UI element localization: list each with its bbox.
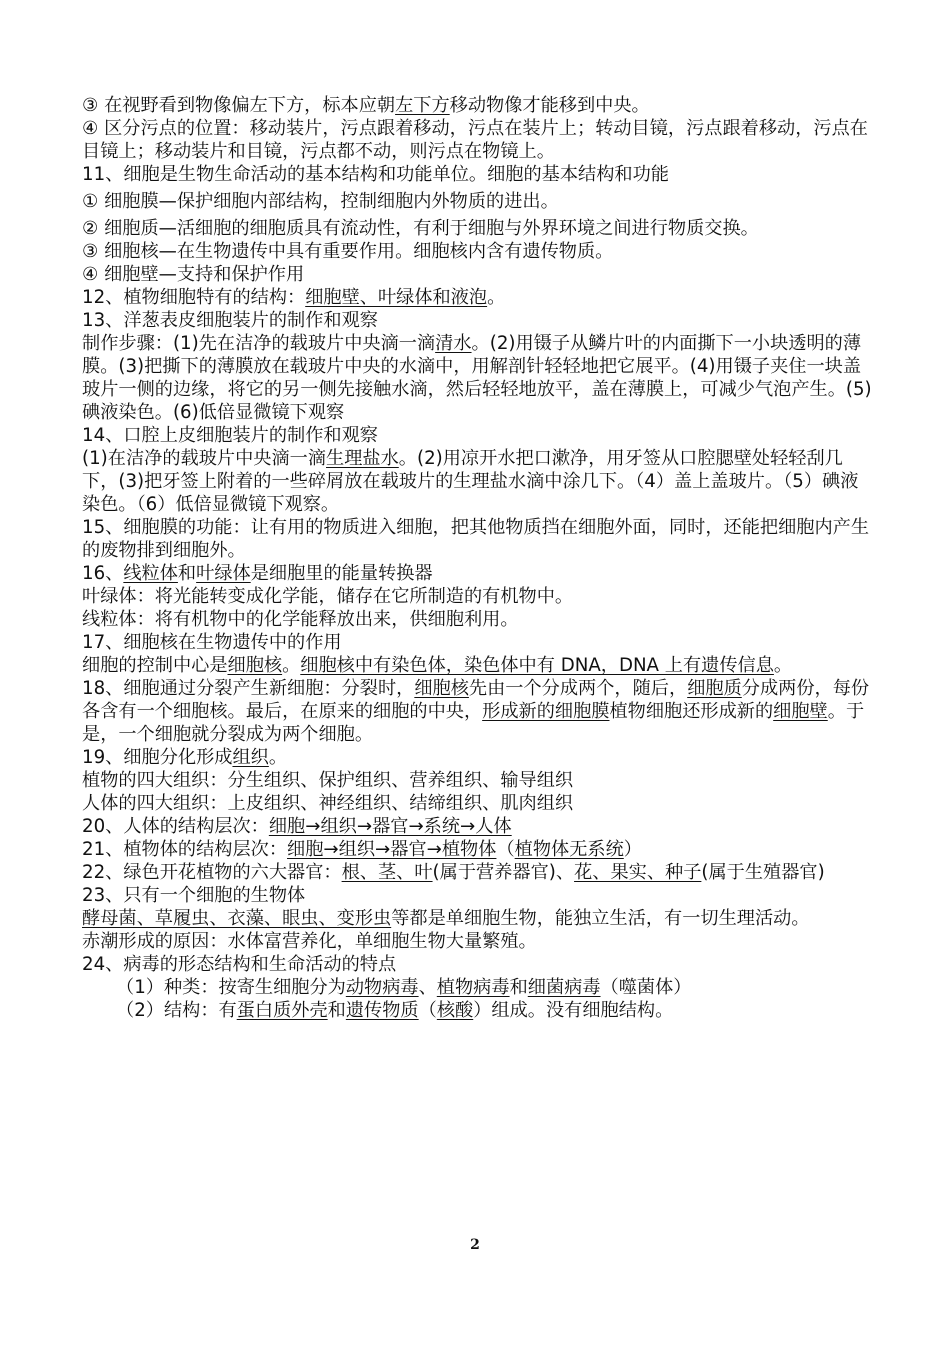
underlined-text: 细胞核 (227, 655, 283, 676)
paragraph (82, 631, 872, 654)
underlined-text: 细胞→组织→器官→系统→人体 (268, 816, 512, 837)
paragraph (82, 930, 872, 953)
paragraph (82, 94, 872, 117)
underlined-text: 细胞核 (414, 678, 469, 699)
text-run: 15、细胞膜的功能：让有用的物质进入细胞，把其他物质挡在细胞外面，同时，还能把细胞内产生的废物排到细胞外。 (82, 517, 870, 561)
paragraph (82, 677, 872, 746)
text-run: 14、口腔上皮细胞装片的制作和观察 (82, 425, 378, 446)
paragraph (82, 424, 872, 447)
text-run: （2）结构：有 (116, 1000, 237, 1021)
paragraph (82, 447, 872, 516)
text-run: 11、细胞是生物生命活动的基本结构和功能单位。细胞的基本结构和功能 (82, 164, 669, 185)
text-run: 12、植物细胞特有的结构： (82, 287, 306, 308)
underlined-text: 左下方 (395, 95, 450, 116)
paragraph (82, 163, 872, 186)
paragraph (82, 332, 872, 424)
text-run: 和 (177, 563, 197, 584)
text-run: 21、植物体的结构层次： (82, 839, 288, 860)
paragraph (82, 562, 872, 585)
text-run: 植物的四大组织：分生组织、保护组织、营养组织、输导组织 (82, 770, 574, 791)
text-run: (属于营养器官)、 (432, 862, 575, 883)
paragraph (82, 516, 872, 562)
text-run: 。(2)用镊子从鳞片叶的内面撕下一小块透明的薄膜。(3)把撕下的薄膜放在载玻片中央的水滴中，用解剖针轻轻地把它展平。(4)用镊子夹住一块盖玻片一侧的边缘，将它的另一侧先接触水滴，然后轻轻地放平，盖在薄膜上，可减少气泡产生。(5)碘液染色。(6)低倍显微镜下观察 (82, 333, 872, 423)
text-run: 。于是，一个细胞就分裂成为两个细胞。 (82, 701, 865, 745)
paragraph (82, 792, 872, 815)
text-run: 。 (282, 655, 301, 676)
text-run: 。 (487, 287, 506, 308)
paragraph (82, 907, 872, 930)
text-run: 和 (509, 977, 528, 998)
paragraph (82, 746, 872, 769)
text-run: 是细胞里的能量转换器 (250, 563, 433, 584)
text-run: 13、洋葱表皮细胞装片的制作和观察 (82, 310, 378, 331)
text-run: 先由一个分成两个，随后， (468, 678, 688, 699)
text-run: (1)在洁净的载玻片中央滴一滴 (82, 448, 327, 469)
underlined-text: 细菌病毒 (527, 977, 601, 998)
text-run: （ (418, 1000, 437, 1021)
paragraph (82, 263, 872, 286)
underlined-text: 核酸 (436, 1000, 474, 1021)
text-run: ③ 细胞核—在生物遗传中具有重要作用。细胞核内含有遗传物质。 (82, 241, 614, 262)
text-run: ① 细胞膜—保护细胞内部结构，控制细胞内外物质的进出。 (82, 191, 559, 212)
paragraph (82, 608, 872, 631)
paragraph (82, 769, 872, 792)
paragraph (82, 286, 872, 309)
paragraph (82, 117, 872, 163)
text-run: 、 (418, 977, 437, 998)
text-run: 20、人体的结构层次： (82, 816, 269, 837)
paragraph (82, 884, 872, 907)
underlined-text: 细胞质 (687, 678, 742, 699)
text-run: （噬菌体） (600, 977, 692, 998)
text-run: 线粒体：将有机物中的化学能释放出来，供细胞利用。 (82, 609, 519, 630)
underlined-text: 细胞壁、叶绿体和液泡 (305, 287, 488, 308)
text-run: 和 (327, 1000, 346, 1021)
text-run: ） (623, 839, 642, 860)
text-run: 17、细胞核在生物遗传中的作用 (82, 632, 342, 653)
paragraph (82, 953, 872, 976)
text-run: 人体的四大组织：上皮组织、神经组织、结缔组织、肌肉组织 (82, 793, 574, 814)
underlined-text: 线粒体 (123, 563, 178, 584)
text-run: 赤潮形成的原因：水体富营养化，单细胞生物大量繁殖。 (82, 931, 537, 952)
text-run: ② 细胞质—活细胞的细胞质具有流动性，有利于细胞与外界环境之间进行物质交换。 (82, 218, 759, 239)
underlined-text: 组织 (232, 747, 269, 768)
paragraph (82, 815, 872, 838)
text-run: ）组成。没有细胞结构。 (473, 1000, 674, 1021)
paragraph (82, 654, 872, 677)
underlined-text: 蛋白质外壳 (236, 1000, 328, 1021)
underlined-text: 形成新的细胞膜 (482, 701, 610, 722)
paragraph (82, 217, 872, 240)
text-run: 移动物像才能移到中央。 (449, 95, 650, 116)
text-run: 细胞的控制中心是 (82, 655, 228, 676)
paragraph (82, 838, 872, 861)
text-run: ③ 在视野看到物像偏左下方，标本应朝 (82, 95, 396, 116)
paragraph (82, 190, 872, 213)
text-run: ④ 细胞壁—支持和保护作用 (82, 264, 305, 285)
paragraph (82, 240, 872, 263)
underlined-text: 细胞→组织→器官→植物体 (287, 839, 497, 860)
text-run: （1）种类：按寄生细胞分为 (116, 977, 346, 998)
text-run: 23、只有一个细胞的生物体 (82, 885, 306, 906)
document-body (82, 94, 872, 1022)
text-run: 。 (773, 655, 793, 676)
text-run: 18、细胞通过分裂产生新细胞：分裂时， (82, 678, 415, 699)
text-run: 等都是单细胞生物，能独立生活，有一切生理活动。 (391, 908, 810, 929)
text-run: 22、绿色开花植物的六大器官： (82, 862, 342, 883)
text-run: 分成两份，每份各含有一个细胞核。最后，在原来的细胞的中央， (82, 678, 870, 722)
text-run: 。 (268, 747, 288, 768)
underlined-text: 细胞核中有染色体，染色体中有 DNA，DNA 上有遗传信息 (300, 655, 774, 676)
underlined-text: 生理盐水 (326, 448, 399, 469)
page-number: 2 (470, 1237, 480, 1253)
underlined-text: 遗传物质 (345, 1000, 419, 1021)
underlined-text: 细胞壁 (773, 701, 828, 722)
paragraph (82, 976, 872, 999)
paragraph (82, 861, 872, 884)
underlined-text: 根、茎、叶 (341, 862, 433, 883)
underlined-text: 花、果实、种子 (574, 862, 702, 883)
underlined-text: 植物病毒 (436, 977, 510, 998)
underlined-text: 植物体无系统 (514, 839, 624, 860)
underlined-text: 酵母菌、草履虫、衣藻、眼虫、变形虫 (82, 908, 392, 929)
text-run: (属于生殖器官) (701, 862, 825, 883)
paragraph (82, 999, 872, 1022)
text-run: ④ 区分污点的位置：移动装片，污点跟着移动，污点在装片上；转动目镜，污点跟着移动，污点在目镜上；移动装片和目镜，污点都不动，则污点在物镜上。 (82, 118, 868, 162)
text-run: 16、 (82, 563, 124, 584)
paragraph (82, 585, 872, 608)
text-run: 。(2)用凉开水把口漱净，用牙签从口腔腮壁处轻轻刮几下，(3)把牙签上附着的一些碎屑放在载玻片的生理盐水滴中涂几下。（4）盖上盖玻片。（5）碘液染色。（6）低倍显微镜下观察。 (82, 448, 859, 515)
text-run: 19、细胞分化形成 (82, 747, 233, 768)
text-run: 植物细胞还形成新的 (609, 701, 774, 722)
underlined-text: 叶绿体 (196, 563, 251, 584)
text-run: 24、病毒的形态结构和生命活动的特点 (82, 954, 397, 975)
text-run: （ (496, 839, 515, 860)
underlined-text: 清水 (435, 333, 472, 354)
text-run: 叶绿体：将光能转变成化学能，储存在它所制造的有机物中。 (82, 586, 574, 607)
text-run: 制作步骤：(1)先在洁净的载玻片中央滴一滴 (82, 333, 436, 354)
underlined-text: 动物病毒 (345, 977, 419, 998)
paragraph (82, 309, 872, 332)
